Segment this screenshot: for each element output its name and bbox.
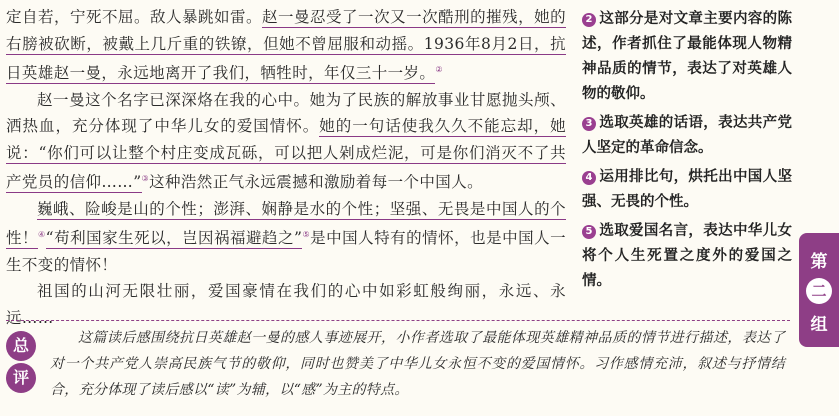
paragraph-1: [6, 4, 566, 87]
unit-tab: [799, 233, 839, 347]
underlined-passage-4: 巍峨、险峻是山的个性；澎湃、娴静是水的个性；坚强、无畏是中国人的个性！: [6, 199, 566, 248]
summary-badge-top: 总: [6, 331, 36, 361]
underlined-passage-2: 赵一曼忍受了一次又一次酷刑的摧残，她的右膀被砍断，被戴上几斤重的铁镣，但她不曾屈服和动摇。1936年8月2日，抗日英雄赵一曼，永远地离开了我们，牺牲时，年仅三十一岁。: [6, 8, 566, 83]
paragraph-2-tail: 这种浩然正气永远震撼和激励着每一个中国人。: [149, 173, 484, 192]
side-notes: [582, 6, 792, 297]
ref-mark-5: ⑤: [302, 230, 311, 240]
note-text: 选取英雄的话语，表达共产党人坚定的革命信念。: [582, 114, 792, 156]
note-text: 选取爱国名言，表达中华儿女将个人生死置之度外的爱国之情。: [582, 222, 792, 289]
summary-badge: [6, 331, 42, 393]
summary-box: [6, 320, 790, 411]
unit-tab-top: 第: [810, 252, 828, 272]
note-number-badge: 4: [582, 171, 596, 185]
unit-tab-number: 二: [806, 278, 832, 304]
paragraph-2: [6, 87, 566, 196]
note-number-badge: 3: [582, 117, 596, 131]
note-number-badge: 5: [582, 225, 596, 239]
paragraph-1-lead: 定自若，宁死不屈。敌人暴跳如雷。: [6, 8, 263, 26]
paragraph-4: 祖国的山河无限壮丽，爱国豪情在我们的心中如彩虹般绚丽，永远、永远……: [6, 282, 566, 327]
essay-text: [6, 4, 566, 331]
summary-text: 这篇读后感围绕抗日英雄赵一曼的感人事迹展开，小作者选取了最能体现英雄精神品质的情节进行描述，表达了对一个共产党人崇高民族气节的敬仰，同时也赞美了中华儿女永恒不变的爱国情怀。习作感情充沛，叙述与抒情结合，充分体现了读后感以“读”为辅，以“感”为主的特点。: [50, 330, 785, 398]
note-4: [582, 164, 792, 214]
ref-mark-3: ③: [141, 174, 150, 184]
paragraph-2-lead: 赵一曼这个名字已深深烙在我的心中。她为了民族的解放事业甘愿抛头颅、洒热血，充分体现了中华儿女的爱国情怀。: [6, 90, 566, 136]
note-text: 运用排比句，烘托出中国人坚强、无畏的个性。: [582, 168, 792, 210]
unit-tab-bottom: 组: [810, 315, 828, 335]
note-5: [582, 218, 792, 293]
ref-mark-4: ④: [38, 230, 46, 240]
summary-badge-bottom: 评: [6, 363, 36, 393]
note-text: 这部分是对文章主要内容的陈述，作者抓住了最能体现人物精神品质的情节，表达了对英雄人物的敬仰。: [582, 10, 792, 102]
paragraph-3: [6, 196, 566, 279]
underlined-passage-5: “苟利国家生死以，岂因祸福避趋之”: [45, 229, 303, 248]
note-2: [582, 6, 792, 106]
note-number-badge: 2: [582, 13, 596, 27]
ref-mark-2: ②: [435, 65, 443, 74]
paragraph-3-tail: 是中国人特有的情怀，也是中国人一生不变的情怀！: [6, 229, 566, 274]
underlined-passage-3: 她的一句话使我久久不能忘却，她说：“你们可以让整个村庄变成瓦砾，可以把人剁成烂泥，可是你们消灭不了共产党员的信仰……”: [6, 117, 566, 192]
note-3: [582, 110, 792, 160]
